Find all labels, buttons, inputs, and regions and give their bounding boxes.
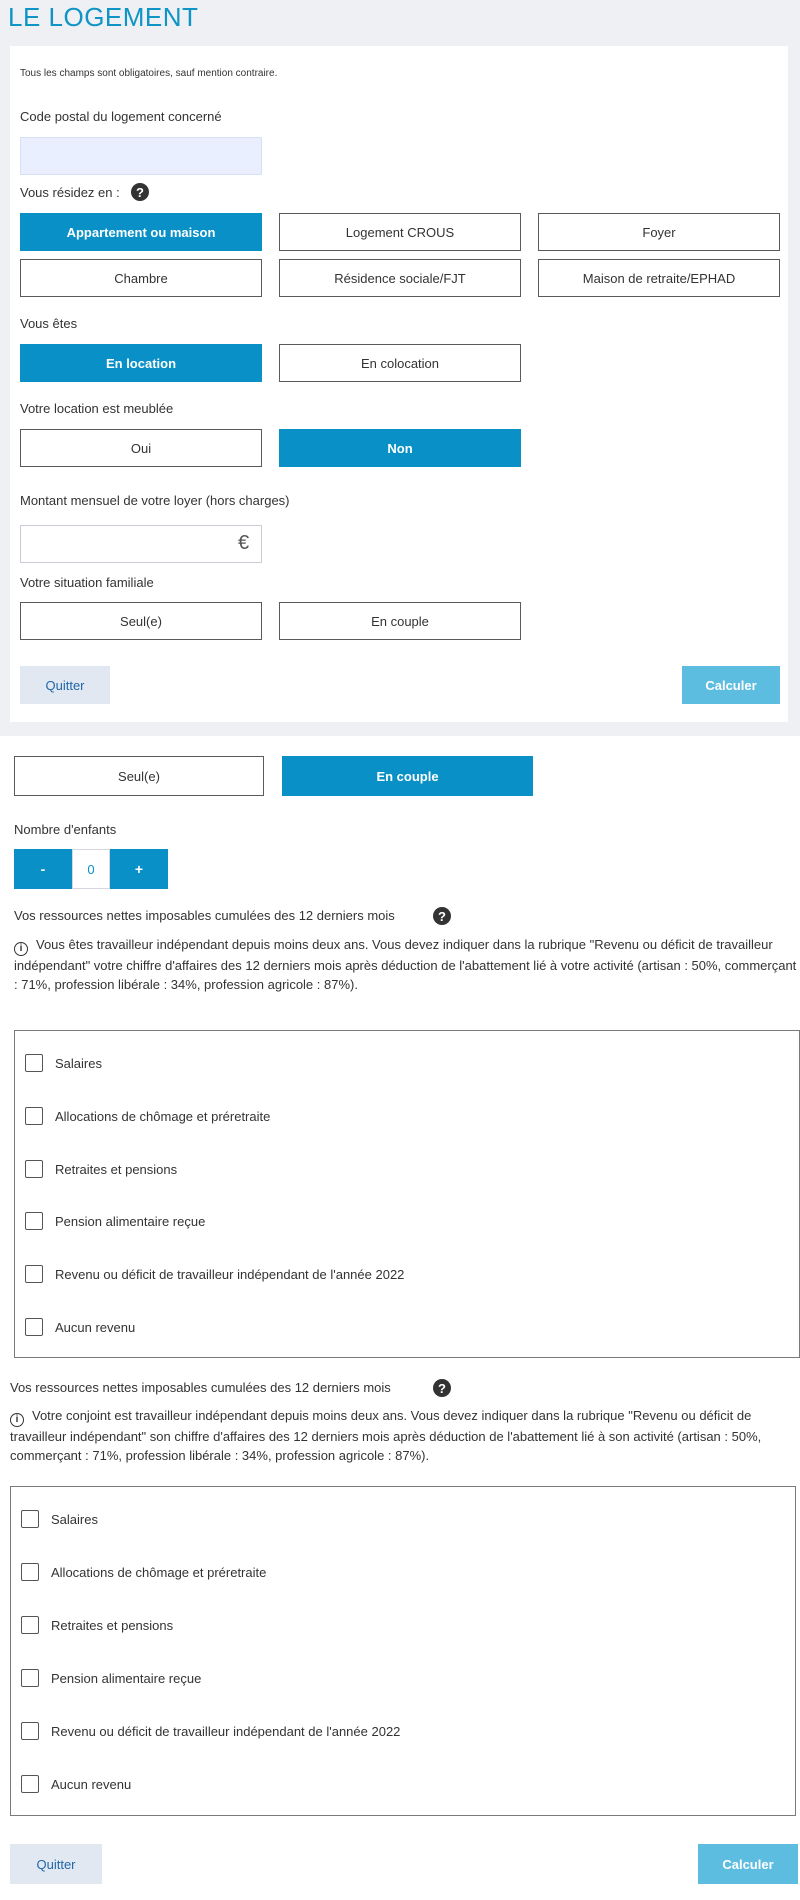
children-label: Nombre d'enfants (14, 822, 117, 837)
partner-income-option-chomage[interactable]: Allocations de chômage et préretraite (21, 1563, 266, 1581)
children-stepper (14, 849, 168, 889)
children-count[interactable]: 0 (72, 849, 110, 889)
partner-income-option-aucun[interactable]: Aucun revenu (21, 1775, 131, 1793)
income-option-pension-alimentaire[interactable]: Pension alimentaire reçue (25, 1212, 205, 1230)
family-option-couple[interactable]: En couple (279, 602, 521, 640)
partner-income-option-independant[interactable]: Revenu ou déficit de travailleur indépendant de l'année 2022 (21, 1722, 400, 1740)
income-option-independant[interactable]: Revenu ou déficit de travailleur indépendant de l'année 2022 (25, 1265, 404, 1283)
help-icon[interactable]: ? (131, 183, 149, 201)
furnished-option-non[interactable]: Non (279, 429, 521, 467)
checkbox-icon[interactable] (25, 1265, 43, 1283)
partner-income-option-pension-alimentaire[interactable]: Pension alimentaire reçue (21, 1669, 201, 1687)
income-list (14, 1030, 800, 1358)
calculate-button-lower[interactable]: Calculer (698, 1844, 798, 1884)
postal-code-label: Code postal du logement concerné (20, 109, 222, 124)
status-label: Vous êtes (20, 316, 78, 331)
increment-button[interactable]: + (110, 849, 168, 889)
checkbox-icon[interactable] (21, 1669, 39, 1687)
checkbox-icon[interactable] (21, 1616, 39, 1634)
residence-option-crous[interactable]: Logement CROUS (279, 213, 521, 251)
partner-resources-label: Vos ressources nettes imposables cumulées des 12 derniers mois (10, 1380, 391, 1395)
help-icon[interactable]: ? (433, 1379, 451, 1397)
decrement-button[interactable]: - (14, 849, 72, 889)
checkbox-icon[interactable] (25, 1160, 43, 1178)
postal-code-input[interactable] (20, 137, 262, 175)
checkbox-icon[interactable] (21, 1722, 39, 1740)
quit-button[interactable]: Quitter (20, 666, 110, 704)
residence-option-foyer[interactable]: Foyer (538, 213, 780, 251)
residence-option-residence-sociale[interactable]: Résidence sociale/FJT (279, 259, 521, 297)
calculate-button[interactable]: Calculer (682, 666, 780, 704)
income-option-aucun[interactable]: Aucun revenu (25, 1318, 135, 1336)
residence-option-chambre[interactable]: Chambre (20, 259, 262, 297)
info-icon: i (10, 1413, 24, 1427)
page-title: LE LOGEMENT (8, 2, 199, 32)
residence-option-appartement[interactable]: Appartement ou maison (20, 213, 262, 251)
partner-income-option-salaires[interactable]: Salaires (21, 1510, 98, 1528)
partner-income-option-retraites[interactable]: Retraites et pensions (21, 1616, 173, 1634)
self-employed-info (14, 935, 798, 994)
checkbox-icon[interactable] (21, 1510, 39, 1528)
partner-self-employed-info (10, 1406, 796, 1465)
income-option-salaires[interactable]: Salaires (25, 1054, 102, 1072)
status-option-colocation[interactable]: En colocation (279, 344, 521, 382)
checkbox-icon[interactable] (25, 1212, 43, 1230)
family-option-seul-lower[interactable]: Seul(e) (14, 756, 264, 796)
income-option-retraites[interactable]: Retraites et pensions (25, 1160, 177, 1178)
rent-input[interactable] (20, 525, 262, 563)
euro-icon: € (238, 532, 250, 554)
checkbox-icon[interactable] (21, 1563, 39, 1581)
family-option-couple-lower[interactable]: En couple (282, 756, 533, 796)
rent-label: Montant mensuel de votre loyer (hors charges) (20, 493, 290, 508)
residence-label: Vous résidez en : (20, 185, 120, 200)
family-option-seul[interactable]: Seul(e) (20, 602, 262, 640)
income-option-chomage[interactable]: Allocations de chômage et préretraite (25, 1107, 270, 1125)
mandatory-note: Tous les champs sont obligatoires, sauf mention contraire. (20, 68, 278, 79)
housing-form-card (10, 46, 788, 722)
resources-label: Vos ressources nettes imposables cumulées des 12 derniers mois (14, 908, 395, 923)
partner-self-employed-info-text: Votre conjoint est travailleur indépendant depuis moins deux ans. Vous devez indiquer dans la rubrique "Revenu ou déficit de travailleur indépendant" son chiffre d'affaires des 12 derniers mois après déduction de l'abattement lié à son activité (artisan : 50%, commerçant : 71%, profession libérale : 34%, profession agricole : 87%). (10, 1408, 762, 1463)
partner-income-list (10, 1486, 796, 1816)
family-label: Votre situation familiale (20, 575, 154, 590)
residence-option-maison-retraite[interactable]: Maison de retraite/EPHAD (538, 259, 780, 297)
status-option-location[interactable]: En location (20, 344, 262, 382)
checkbox-icon[interactable] (25, 1107, 43, 1125)
checkbox-icon[interactable] (25, 1318, 43, 1336)
housing-panel (0, 0, 800, 736)
furnished-label: Votre location est meublée (20, 401, 174, 416)
checkbox-icon[interactable] (21, 1775, 39, 1793)
help-icon[interactable]: ? (433, 907, 451, 925)
quit-button-lower[interactable]: Quitter (10, 1844, 102, 1884)
furnished-option-oui[interactable]: Oui (20, 429, 262, 467)
checkbox-icon[interactable] (25, 1054, 43, 1072)
info-icon: i (14, 942, 28, 956)
self-employed-info-text: Vous êtes travailleur indépendant depuis moins deux ans. Vous devez indiquer dans la rubrique "Revenu ou déficit de travailleur indépendant" votre chiffre d'affaires des 12 derniers mois après déduction de l'abattement lié à votre activité (artisan : 50%, commerçant : 71%, profession libérale : 34%, profession agricole : 87%). (14, 937, 797, 992)
